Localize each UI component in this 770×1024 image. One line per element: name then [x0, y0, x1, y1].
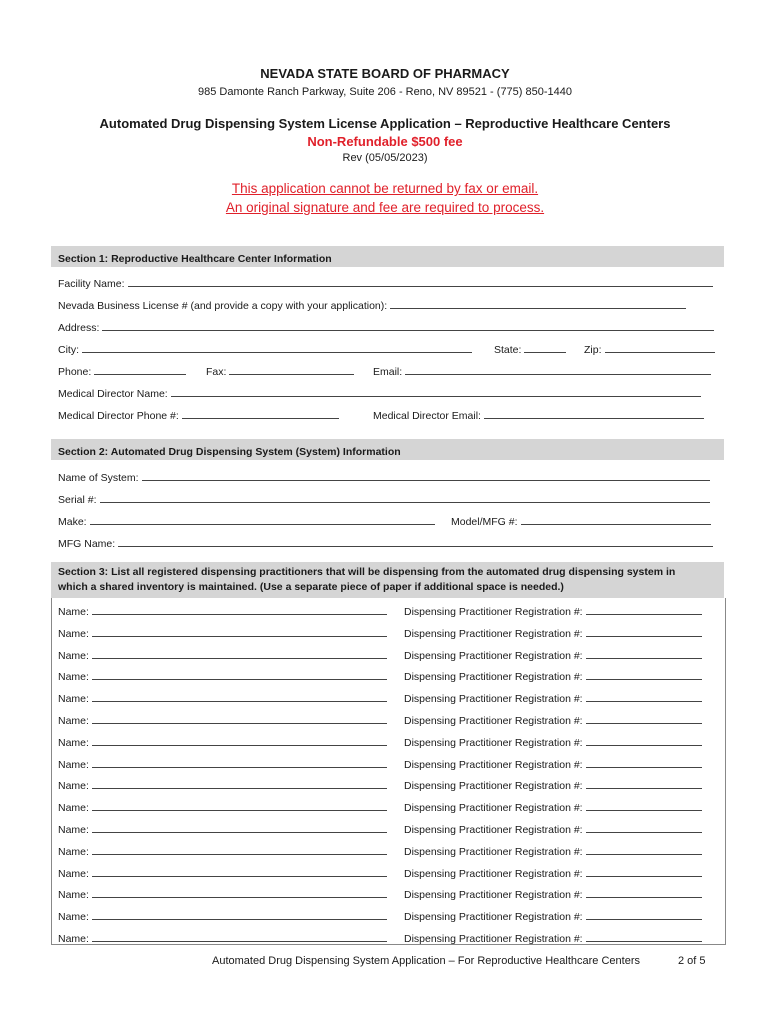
section-3-heading-line-1: Section 3: List all registered dispensing practitioners that will be dispensing from the automated drug dispensing system in: [58, 566, 676, 578]
board-address: 985 Damonte Ranch Parkway, Suite 206 - Reno, NV 89521 - (775) 850-1440: [197, 86, 573, 98]
zip-field[interactable]: [605, 341, 715, 353]
practitioner-name-field[interactable]: [92, 756, 387, 768]
practitioner-registration-label: Dispensing Practitioner Registration #:: [404, 606, 583, 618]
practitioner-registration-field[interactable]: [586, 777, 702, 789]
practitioner-registration-field[interactable]: [586, 625, 702, 637]
practitioner-name-label: Name:: [58, 824, 89, 836]
fax-field[interactable]: [229, 363, 354, 375]
practitioner-row: [58, 690, 720, 704]
facility-name-label: Facility Name:: [58, 278, 125, 290]
mfg-name-field[interactable]: [118, 535, 713, 547]
medical-director-phone-field[interactable]: [182, 407, 339, 419]
practitioner-registration-field[interactable]: [586, 930, 702, 942]
practitioner-name-label: Name:: [58, 780, 89, 793]
practitioner-registration-field[interactable]: [586, 756, 702, 768]
practitioner-row: [58, 734, 720, 748]
practitioner-registration-label: Dispensing Practitioner Registration #:: [404, 649, 583, 662]
practitioner-name-field[interactable]: [92, 625, 387, 637]
business-license-row: [58, 297, 720, 311]
city-label: City:: [58, 344, 79, 356]
practitioner-name-label: Name:: [58, 715, 89, 727]
practitioner-registration-label: Dispensing Practitioner Registration #:: [404, 758, 583, 771]
practitioner-row: [58, 930, 720, 944]
practitioner-name-field[interactable]: [92, 886, 387, 898]
system-name-row: [58, 469, 720, 483]
serial-label: Serial #:: [58, 494, 97, 506]
practitioner-registration-label: Dispensing Practitioner Registration #:: [404, 933, 583, 945]
facility-name-row: [58, 275, 720, 289]
practitioner-name-field[interactable]: [92, 843, 387, 855]
practitioner-registration-label: Dispensing Practitioner Registration #:: [404, 693, 583, 706]
practitioner-name-field[interactable]: [92, 799, 387, 811]
medical-director-phone-label: Medical Director Phone #:: [58, 410, 179, 422]
state-label: State:: [494, 344, 522, 356]
application-title: Automated Drug Dispensing System License Application – Reproductive Healthcare Centers: [99, 116, 671, 131]
page-number: 2 of 5: [678, 955, 706, 967]
practitioner-row: [58, 821, 720, 835]
practitioner-name-field[interactable]: [92, 734, 387, 746]
email-field[interactable]: [405, 363, 711, 375]
practitioner-name-field[interactable]: [92, 603, 387, 615]
city-state-zip-row: [58, 341, 720, 355]
section-1-heading: Section 1: Reproductive Healthcare Center Information: [51, 246, 724, 267]
practitioner-registration-field[interactable]: [586, 886, 702, 898]
practitioner-registration-label: Dispensing Practitioner Registration #:: [404, 736, 583, 749]
email-label: Email:: [373, 366, 403, 378]
practitioner-row: [58, 777, 720, 791]
practitioner-row: [58, 712, 720, 726]
practitioner-name-field[interactable]: [92, 908, 387, 920]
make-label: Make:: [58, 516, 87, 528]
practitioner-name-label: Name:: [58, 933, 89, 945]
practitioner-name-label: Name:: [58, 802, 89, 815]
system-name-field[interactable]: [142, 469, 710, 481]
phone-label: Phone:: [58, 366, 92, 378]
business-license-label: Nevada Business License # (and provide a copy with your application):: [58, 300, 388, 312]
practitioner-registration-label: Dispensing Practitioner Registration #:: [404, 671, 583, 684]
warning-fax-email: This application cannot be returned by fax or email.: [231, 181, 539, 196]
practitioner-registration-label: Dispensing Practitioner Registration #:: [404, 802, 583, 815]
model-field[interactable]: [521, 513, 711, 525]
medical-director-name-row: [58, 385, 720, 399]
practitioner-name-field[interactable]: [92, 690, 387, 702]
practitioner-name-label: Name:: [58, 671, 89, 684]
practitioner-name-field[interactable]: [92, 821, 387, 833]
practitioner-row: [58, 843, 720, 857]
practitioner-name-field[interactable]: [92, 712, 387, 724]
practitioner-registration-field[interactable]: [586, 865, 702, 877]
practitioner-registration-field[interactable]: [586, 734, 702, 746]
address-label: Address:: [58, 322, 100, 334]
address-field[interactable]: [102, 319, 714, 331]
serial-row: [58, 491, 720, 505]
practitioner-name-label: Name:: [58, 649, 89, 662]
medical-director-email-label: Medical Director Email:: [373, 410, 481, 422]
practitioner-row: [58, 668, 720, 682]
footer-title: Automated Drug Dispensing System Application – For Reproductive Healthcare Centers: [212, 955, 640, 967]
section-3-heading-line-2: which a shared inventory is maintained. (Use a separate piece of paper if additional space is needed.): [58, 581, 564, 593]
practitioner-registration-label: Dispensing Practitioner Registration #:: [404, 845, 583, 858]
system-name-label: Name of System:: [58, 472, 139, 484]
practitioner-registration-label: Dispensing Practitioner Registration #:: [404, 889, 583, 902]
medical-director-name-field[interactable]: [171, 385, 701, 397]
practitioner-registration-label: Dispensing Practitioner Registration #:: [404, 780, 583, 793]
practitioner-row: [58, 886, 720, 900]
practitioner-registration-label: Dispensing Practitioner Registration #:: [404, 715, 583, 727]
practitioner-name-label: Name:: [58, 627, 89, 640]
practitioner-registration-field[interactable]: [586, 712, 702, 724]
practitioner-name-label: Name:: [58, 693, 89, 706]
section-2-heading: Section 2: Automated Drug Dispensing System (System) Information: [51, 439, 724, 460]
practitioner-registration-field[interactable]: [586, 647, 702, 659]
practitioner-row: [58, 908, 720, 922]
practitioner-name-label: Name:: [58, 606, 89, 618]
practitioner-registration-label: Dispensing Practitioner Registration #:: [404, 867, 583, 880]
facility-name-field[interactable]: [128, 275, 713, 287]
practitioner-row: [58, 756, 720, 770]
practitioner-name-field[interactable]: [92, 668, 387, 680]
practitioner-name-label: Name:: [58, 889, 89, 902]
business-license-field[interactable]: [390, 297, 686, 309]
practitioner-name-label: Name:: [58, 736, 89, 749]
revision-date: Rev (05/05/2023): [342, 152, 428, 164]
address-row: [58, 319, 720, 333]
state-field[interactable]: [524, 341, 566, 353]
practitioner-row: [58, 865, 720, 879]
practitioner-registration-field[interactable]: [586, 603, 702, 615]
practitioner-row: [58, 603, 720, 617]
practitioner-registration-field[interactable]: [586, 843, 702, 855]
practitioner-row: [58, 799, 720, 813]
practitioner-registration-field[interactable]: [586, 799, 702, 811]
board-name: NEVADA STATE BOARD OF PHARMACY: [260, 66, 510, 81]
make-model-row: [58, 513, 720, 527]
practitioner-name-label: Name:: [58, 845, 89, 858]
medical-director-name-label: Medical Director Name:: [58, 388, 168, 400]
practitioner-name-label: Name:: [58, 911, 89, 924]
phone-field[interactable]: [94, 363, 186, 375]
practitioner-name-label: Name:: [58, 758, 89, 771]
mfg-name-label: MFG Name:: [58, 538, 116, 550]
practitioner-registration-label: Dispensing Practitioner Registration #:: [404, 627, 583, 640]
fax-label: Fax:: [206, 366, 227, 378]
phone-fax-email-row: [58, 363, 720, 377]
warning-original-signature: An original signature and fee are required to process.: [225, 200, 545, 215]
model-label: Model/MFG #:: [451, 516, 518, 528]
medical-director-email-field[interactable]: [484, 407, 704, 419]
practitioner-name-field[interactable]: [92, 647, 387, 659]
practitioner-name-label: Name:: [58, 867, 89, 880]
mfg-name-row: [58, 535, 720, 549]
fee-notice: Non-Refundable $500 fee: [307, 134, 463, 149]
practitioner-name-field[interactable]: [92, 865, 387, 877]
practitioner-registration-label: Dispensing Practitioner Registration #:: [404, 824, 583, 836]
practitioner-registration-label: Dispensing Practitioner Registration #:: [404, 911, 583, 924]
serial-field[interactable]: [100, 491, 710, 503]
city-field[interactable]: [82, 341, 472, 353]
practitioner-row: [58, 625, 720, 639]
practitioner-registration-field[interactable]: [586, 908, 702, 920]
practitioner-registration-field[interactable]: [586, 690, 702, 702]
practitioner-name-field[interactable]: [92, 777, 387, 789]
section-3-heading: [51, 562, 724, 598]
practitioner-row: [58, 647, 720, 661]
zip-label: Zip:: [584, 344, 602, 356]
practitioner-registration-field[interactable]: [586, 668, 702, 680]
practitioner-name-field[interactable]: [92, 930, 387, 942]
practitioner-registration-field[interactable]: [586, 821, 702, 833]
make-field[interactable]: [90, 513, 435, 525]
medical-director-contact-row: [58, 407, 720, 421]
